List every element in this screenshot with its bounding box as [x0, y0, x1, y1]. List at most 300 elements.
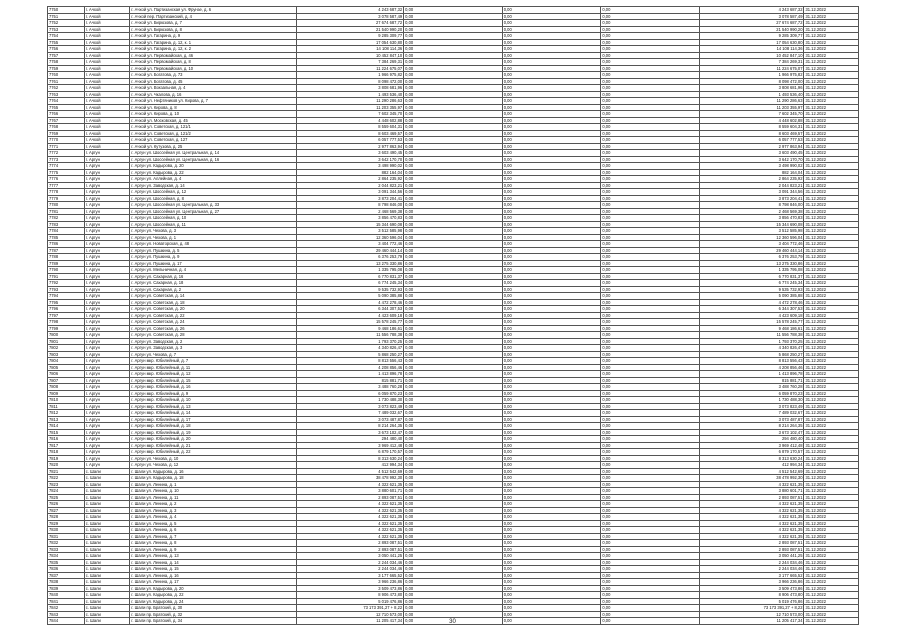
amount-col-2: 0,00: [404, 98, 503, 105]
row-number: 7818: [48, 449, 85, 456]
amount-remaining: 3 512 585,98: [699, 228, 804, 235]
amount-col-3: 0,00: [502, 124, 601, 131]
deadline-date: 31.12.2022: [804, 91, 859, 98]
amount-col-3: 0,00: [502, 416, 601, 423]
amount-total: 7 384 269,31: [296, 59, 403, 66]
amount-total: 3 488 760,28: [296, 384, 403, 391]
row-number: 7839: [48, 585, 85, 592]
amount-col-3: 0,00: [502, 91, 601, 98]
deadline-date: 31.12.2022: [804, 390, 859, 397]
amount-total: 9 535 732,93: [296, 286, 403, 293]
settlement: г. Аргун: [84, 332, 130, 339]
amount-col-2: 0,00: [404, 618, 503, 625]
amount-remaining: 5 868 250,27: [699, 351, 804, 358]
amount-col-2: 0,00: [404, 293, 503, 300]
settlement: г. Аргун: [84, 358, 130, 365]
amount-total: 8 313 630,24: [296, 455, 403, 462]
settlement: г. Аргун: [84, 403, 130, 410]
address: г. Ачхой ул. Кирова, д. 8: [130, 104, 296, 111]
row-number: 7769: [48, 130, 85, 137]
amount-col-4: 0,00: [601, 384, 700, 391]
deadline-date: 31.12.2022: [804, 397, 859, 404]
amount-remaining: 2 977 863,94: [699, 143, 804, 150]
amount-total: 6 059 870,23: [296, 390, 403, 397]
row-number: 7785: [48, 234, 85, 241]
amount-col-2: 0,00: [404, 189, 503, 196]
amount-col-2: 0,00: [404, 488, 503, 495]
address: г. Ачхой ул. Советская, д. 121/1: [130, 124, 296, 131]
amount-remaining: 9 535 732,93: [699, 286, 804, 293]
deadline-date: 31.12.2022: [804, 241, 859, 248]
amount-col-2: 0,00: [404, 150, 503, 157]
amount-remaining: 3 509 473,86: [699, 585, 804, 592]
settlement: г. Аргун: [84, 436, 130, 443]
address: г. Шали ул. Ленина, д. 4: [130, 514, 296, 521]
settlement: г. Аргун: [84, 423, 130, 430]
amount-total: 7 489 032,67: [296, 410, 403, 417]
amount-col-4: 0,00: [601, 410, 700, 417]
amount-col-3: 0,00: [502, 117, 601, 124]
amount-total: 2 893 087,51: [296, 494, 403, 501]
amount-col-3: 0,00: [502, 397, 601, 404]
amount-col-2: 0,00: [404, 228, 503, 235]
settlement: с. Шали: [84, 585, 130, 592]
settlement: с. Шали: [84, 514, 130, 521]
amount-total: 1 413 896,78: [296, 371, 403, 378]
amount-col-3: 0,00: [502, 358, 601, 365]
amount-remaining: 73 173 391,27 + 8,22: [699, 605, 804, 612]
amount-col-3: 0,00: [502, 611, 601, 618]
amount-col-2: 0,00: [404, 377, 503, 384]
amount-total: 4 322 621,35: [296, 501, 403, 508]
amount-col-4: 0,00: [601, 449, 700, 456]
address: г. Ачхой ул. Кутузова, д. 25: [130, 143, 296, 150]
settlement: г. Аргун: [84, 260, 130, 267]
amount-remaining: 2 893 087,51: [699, 540, 804, 547]
amount-total: 3 673 102,47: [296, 429, 403, 436]
amount-remaining: 2 244 034,46: [699, 566, 804, 573]
amount-col-3: 0,00: [502, 78, 601, 85]
amount-col-4: 0,00: [601, 488, 700, 495]
deadline-date: 31.12.2022: [804, 319, 859, 326]
row-number: 7751: [48, 13, 85, 20]
amount-remaining: 294 480,40: [699, 436, 804, 443]
amount-total: 27 674 687,72: [296, 20, 403, 27]
amount-remaining: 3 642 170,70: [699, 156, 804, 163]
address: г. Шали ул. Ленина, д. 8: [130, 540, 296, 547]
amount-col-2: 0,00: [404, 104, 503, 111]
amount-col-3: 0,00: [502, 150, 601, 157]
address: г. Шали ул. Кадырова, д. 24: [130, 598, 296, 605]
amount-col-2: 0,00: [404, 182, 503, 189]
amount-col-4: 0,00: [601, 364, 700, 371]
deadline-date: 31.12.2022: [804, 208, 859, 215]
amount-total: 12 710 573,00: [296, 611, 403, 618]
address: г. Ачхой ул. Первомайская, д. 46: [130, 52, 296, 59]
deadline-date: 31.12.2022: [804, 163, 859, 170]
amount-col-3: 0,00: [502, 299, 601, 306]
deadline-date: 31.12.2022: [804, 377, 859, 384]
row-number: 7817: [48, 442, 85, 449]
amount-col-3: 0,00: [502, 20, 601, 27]
amount-remaining: 4 340 826,47: [699, 345, 804, 352]
amount-col-3: 0,00: [502, 475, 601, 482]
deadline-date: 31.12.2022: [804, 579, 859, 586]
deadline-date: 31.12.2022: [804, 527, 859, 534]
amount-col-2: 0,00: [404, 468, 503, 475]
amount-col-2: 0,00: [404, 13, 503, 20]
amount-col-3: 0,00: [502, 137, 601, 144]
settlement: г. Аргун: [84, 325, 130, 332]
deadline-date: 31.12.2022: [804, 202, 859, 209]
deadline-date: 31.12.2022: [804, 234, 859, 241]
amount-col-4: 0,00: [601, 377, 700, 384]
row-number: 7808: [48, 384, 85, 391]
settlement: г. Ачхой: [84, 46, 130, 53]
amount-col-4: 0,00: [601, 215, 700, 222]
deadline-date: 31.12.2022: [804, 299, 859, 306]
settlement: с. Шали: [84, 566, 130, 573]
deadline-date: 31.12.2022: [804, 293, 859, 300]
amount-total: 2 893 087,51: [296, 546, 403, 553]
settlement: г. Аргун: [84, 416, 130, 423]
amount-total: 6 376 253,79: [296, 254, 403, 261]
amount-remaining: 38 478 992,30: [699, 475, 804, 482]
row-number: 7793: [48, 286, 85, 293]
amount-total: 14 108 114,36: [296, 46, 403, 53]
amount-total: 3 091 344,56: [296, 189, 403, 196]
amount-total: 4 322 621,35: [296, 507, 403, 514]
deadline-date: 31.12.2022: [804, 98, 859, 105]
amount-col-3: 0,00: [502, 111, 601, 118]
deadline-date: 31.12.2022: [804, 124, 859, 131]
row-number: 7752: [48, 20, 85, 27]
row-number: 7756: [48, 46, 85, 53]
address: г. Аргун мкр. Юбилейный, д. 18: [130, 423, 296, 430]
amount-col-4: 0,00: [601, 13, 700, 20]
address: г. Аргун ул. Советская, д. 18: [130, 299, 296, 306]
deadline-date: 31.12.2022: [804, 371, 859, 378]
amount-total: 2 893 087,51: [296, 540, 403, 547]
settlement: г. Ачхой: [84, 20, 130, 27]
row-number: 7781: [48, 208, 85, 215]
settlement: г. Аргун: [84, 377, 130, 384]
amount-col-4: 0,00: [601, 286, 700, 293]
settlement: с. Шали: [84, 494, 130, 501]
amount-col-3: 0,00: [502, 228, 601, 235]
amount-total: 2 244 034,46: [296, 559, 403, 566]
amount-col-4: 0,00: [601, 169, 700, 176]
deadline-date: 31.12.2022: [804, 104, 859, 111]
amount-col-4: 0,00: [601, 117, 700, 124]
amount-total: 21 540 990,20: [296, 26, 403, 33]
amount-col-3: 0,00: [502, 306, 601, 313]
deadline-date: 31.12.2022: [804, 72, 859, 79]
row-number: 7825: [48, 494, 85, 501]
amount-col-3: 0,00: [502, 208, 601, 215]
address: г. Шали ул. Ленина, д. 5: [130, 520, 296, 527]
amount-col-3: 0,00: [502, 130, 601, 137]
amount-remaining: 17 054 630,80: [699, 39, 804, 46]
amount-col-2: 0,00: [404, 325, 503, 332]
amount-col-4: 0,00: [601, 234, 700, 241]
settlement: г. Аргун: [84, 156, 130, 163]
amount-col-3: 0,00: [502, 39, 601, 46]
amount-col-2: 0,00: [404, 143, 503, 150]
amount-remaining: 3 404 772,46: [699, 241, 804, 248]
settlement: г. Ачхой: [84, 143, 130, 150]
settlement: г. Аргун: [84, 169, 130, 176]
amount-col-4: 0,00: [601, 195, 700, 202]
row-number: 7755: [48, 39, 85, 46]
settlement: г. Ачхой: [84, 78, 130, 85]
register-table: [47, 6, 859, 625]
amount-remaining: 1 793 370,25: [699, 338, 804, 345]
address: г. Аргун мкр. Юбилейный, д. 17: [130, 416, 296, 423]
amount-total: 6 774 245,34: [296, 280, 403, 287]
amount-total: 3 856 470,83: [296, 215, 403, 222]
amount-col-4: 0,00: [601, 280, 700, 287]
amount-col-4: 0,00: [601, 260, 700, 267]
amount-col-2: 0,00: [404, 592, 503, 599]
amount-col-3: 0,00: [502, 260, 601, 267]
address: г. Шали пр. Братский, д. 32: [130, 611, 296, 618]
deadline-date: 31.12.2022: [804, 618, 859, 625]
amount-total: 3 404 772,46: [296, 241, 403, 248]
amount-col-3: 0,00: [502, 494, 601, 501]
settlement: г. Аргун: [84, 312, 130, 319]
deadline-date: 31.12.2022: [804, 559, 859, 566]
amount-col-4: 0,00: [601, 605, 700, 612]
amount-remaining: 3 969 412,48: [699, 442, 804, 449]
deadline-date: 31.12.2022: [804, 598, 859, 605]
deadline-date: 31.12.2022: [804, 546, 859, 553]
amount-total: 4 448 602,88: [296, 117, 403, 124]
amount-col-3: 0,00: [502, 429, 601, 436]
amount-total: 10 452 847,10: [296, 52, 403, 59]
amount-col-4: 0,00: [601, 33, 700, 40]
address: г. Шали ул. Ленина, д. 15: [130, 566, 296, 573]
settlement: г. Аргун: [84, 371, 130, 378]
amount-col-2: 0,00: [404, 546, 503, 553]
amount-col-4: 0,00: [601, 202, 700, 209]
deadline-date: 31.12.2022: [804, 7, 859, 14]
deadline-date: 31.12.2022: [804, 260, 859, 267]
row-number: 7772: [48, 150, 85, 157]
amount-total: 3 880 601,71: [296, 488, 403, 495]
amount-col-3: 0,00: [502, 325, 601, 332]
amount-remaining: 11 205 417,34: [699, 618, 804, 625]
row-number: 7810: [48, 397, 85, 404]
amount-col-3: 0,00: [502, 566, 601, 573]
amount-col-4: 0,00: [601, 124, 700, 131]
deadline-date: 31.12.2022: [804, 247, 859, 254]
address: г. Аргун ул. Шоссейная ул. Центральная, д. 27: [130, 208, 296, 215]
amount-col-3: 0,00: [502, 345, 601, 352]
amount-remaining: 6 770 831,37: [699, 273, 804, 280]
amount-total: 38 478 992,30: [296, 475, 403, 482]
amount-col-3: 0,00: [502, 436, 601, 443]
address: г. Аргун мкр. Юбилейный, д. 12: [130, 371, 296, 378]
amount-total: 11 224 675,07: [296, 65, 403, 72]
amount-remaining: 2 044 823,21: [699, 182, 804, 189]
settlement: г. Аргун: [84, 202, 130, 209]
amount-col-2: 0,00: [404, 241, 503, 248]
amount-remaining: 8 313 630,24: [699, 455, 804, 462]
amount-col-4: 0,00: [601, 585, 700, 592]
row-number: 7760: [48, 72, 85, 79]
amount-col-3: 0,00: [502, 65, 601, 72]
amount-col-2: 0,00: [404, 111, 503, 118]
amount-col-2: 0,00: [404, 65, 503, 72]
amount-total: 3 177 665,52: [296, 572, 403, 579]
settlement: с. Шали: [84, 553, 130, 560]
amount-remaining: 4 243 687,32: [699, 7, 804, 14]
amount-remaining: 8 798 846,00: [699, 202, 804, 209]
address: г. Аргун ул. Сахарная, д. 16: [130, 273, 296, 280]
amount-col-4: 0,00: [601, 533, 700, 540]
amount-col-3: 0,00: [502, 605, 601, 612]
deadline-date: 31.12.2022: [804, 280, 859, 287]
row-number: 7776: [48, 176, 85, 183]
settlement: с. Шали: [84, 618, 130, 625]
deadline-date: 31.12.2022: [804, 540, 859, 547]
settlement: с. Шали: [84, 579, 130, 586]
amount-col-3: 0,00: [502, 403, 601, 410]
amount-col-4: 0,00: [601, 59, 700, 66]
settlement: г. Аргун: [84, 319, 130, 326]
deadline-date: 31.12.2022: [804, 228, 859, 235]
address: г. Аргун ул. Шоссейная ул. Центральная, д. 33: [130, 202, 296, 209]
amount-col-4: 0,00: [601, 338, 700, 345]
settlement: с. Шали: [84, 481, 130, 488]
amount-col-3: 0,00: [502, 351, 601, 358]
row-number: 7843: [48, 611, 85, 618]
amount-col-2: 0,00: [404, 130, 503, 137]
amount-col-2: 0,00: [404, 91, 503, 98]
row-number: 7803: [48, 351, 85, 358]
settlement: г. Аргун: [84, 195, 130, 202]
amount-col-4: 0,00: [601, 455, 700, 462]
amount-col-4: 0,00: [601, 65, 700, 72]
row-number: 7824: [48, 488, 85, 495]
amount-total: 8 798 846,00: [296, 202, 403, 209]
amount-remaining: 4 208 856,46: [699, 364, 804, 371]
deadline-date: 31.12.2022: [804, 572, 859, 579]
amount-total: 73 173 391,27 + 8,22: [296, 605, 403, 612]
row-number: 7780: [48, 202, 85, 209]
address: г. Ачхой ул. Первомайская, д. 8: [130, 59, 296, 66]
settlement: г. Ачхой: [84, 33, 130, 40]
amount-col-2: 0,00: [404, 85, 503, 92]
amount-col-3: 0,00: [502, 202, 601, 209]
amount-remaining: 11 556 788,38: [699, 332, 804, 339]
amount-total: 11 205 417,34: [296, 618, 403, 625]
amount-col-2: 0,00: [404, 566, 503, 573]
row-number: 7823: [48, 481, 85, 488]
amount-remaining: 412 994,34: [699, 462, 804, 469]
amount-remaining: 6 057 777,53: [699, 137, 804, 144]
amount-remaining: 8 559 604,31: [699, 124, 804, 131]
amount-col-2: 0,00: [404, 215, 503, 222]
row-number: 7773: [48, 156, 85, 163]
amount-col-3: 0,00: [502, 540, 601, 547]
amount-total: 3 498 990,02: [296, 163, 403, 170]
settlement: г. Ачхой: [84, 59, 130, 66]
deadline-date: 31.12.2022: [804, 462, 859, 469]
amount-total: 9 468 186,61: [296, 325, 403, 332]
amount-remaining: 6 879 170,57: [699, 449, 804, 456]
amount-col-4: 0,00: [601, 507, 700, 514]
amount-col-4: 0,00: [601, 332, 700, 339]
row-number: 7784: [48, 228, 85, 235]
address: г. Шали ул. Ленина, д. 11: [130, 494, 296, 501]
amount-col-2: 0,00: [404, 358, 503, 365]
amount-col-4: 0,00: [601, 442, 700, 449]
settlement: г. Аргун: [84, 163, 130, 170]
amount-col-4: 0,00: [601, 143, 700, 150]
address: г. Ачхой ул. Гагарина, д. 12, к. 1: [130, 39, 296, 46]
amount-col-3: 0,00: [502, 156, 601, 163]
address: г. Аргун ул. Шоссейная, д. 8: [130, 195, 296, 202]
row-number: 7750: [48, 7, 85, 14]
address: г. Аргун ул. Кадырова, д. 22: [130, 169, 296, 176]
amount-remaining: 7 384 269,31: [699, 59, 804, 66]
amount-total: 2 864 235,92: [296, 176, 403, 183]
row-number: 7754: [48, 33, 85, 40]
amount-remaining: 4 322 621,35: [699, 507, 804, 514]
settlement: с. Шали: [84, 592, 130, 599]
address: г. Ачхой ул. Богатова, д. 45: [130, 78, 296, 85]
settlement: с. Шали: [84, 533, 130, 540]
address: г. Шали ул. Кадырова, д. 16: [130, 468, 296, 475]
deadline-date: 31.12.2022: [804, 33, 859, 40]
amount-remaining: 3 488 760,28: [699, 384, 804, 391]
deadline-date: 31.12.2022: [804, 423, 859, 430]
address: г. Шали ул. Ленина, д. 17: [130, 579, 296, 586]
amount-remaining: 2 893 087,51: [699, 494, 804, 501]
amount-col-3: 0,00: [502, 585, 601, 592]
settlement: г. Ачхой: [84, 130, 130, 137]
address: г. Аргун мкр. Юбилейный, д. 19: [130, 429, 296, 436]
amount-col-3: 0,00: [502, 449, 601, 456]
address: г. Ачхой ул. Советская, д. 127: [130, 137, 296, 144]
settlement: г. Ачхой: [84, 52, 130, 59]
amount-remaining: 11 203 355,97: [699, 104, 804, 111]
row-number: 7791: [48, 273, 85, 280]
amount-col-4: 0,00: [601, 111, 700, 118]
deadline-date: 31.12.2022: [804, 351, 859, 358]
amount-col-3: 0,00: [502, 176, 601, 183]
amount-col-2: 0,00: [404, 195, 503, 202]
amount-col-4: 0,00: [601, 397, 700, 404]
deadline-date: 31.12.2022: [804, 286, 859, 293]
amount-col-3: 0,00: [502, 33, 601, 40]
deadline-date: 31.12.2022: [804, 39, 859, 46]
row-number: 7837: [48, 572, 85, 579]
amount-col-2: 0,00: [404, 137, 503, 144]
settlement: г. Ачхой: [84, 137, 130, 144]
amount-col-4: 0,00: [601, 416, 700, 423]
address: г. Аргун ул. Чехова, д. 1: [130, 234, 296, 241]
amount-col-3: 0,00: [502, 7, 601, 14]
amount-col-4: 0,00: [601, 72, 700, 79]
address: г. Ачхой ул. Богатова, д. 73: [130, 72, 296, 79]
row-number: 7834: [48, 553, 85, 560]
settlement: г. Аргун: [84, 390, 130, 397]
address: г. Аргун ул. Чехова, д. 12: [130, 462, 296, 469]
address: г. Шали пр. Братский, д. 30: [130, 605, 296, 612]
